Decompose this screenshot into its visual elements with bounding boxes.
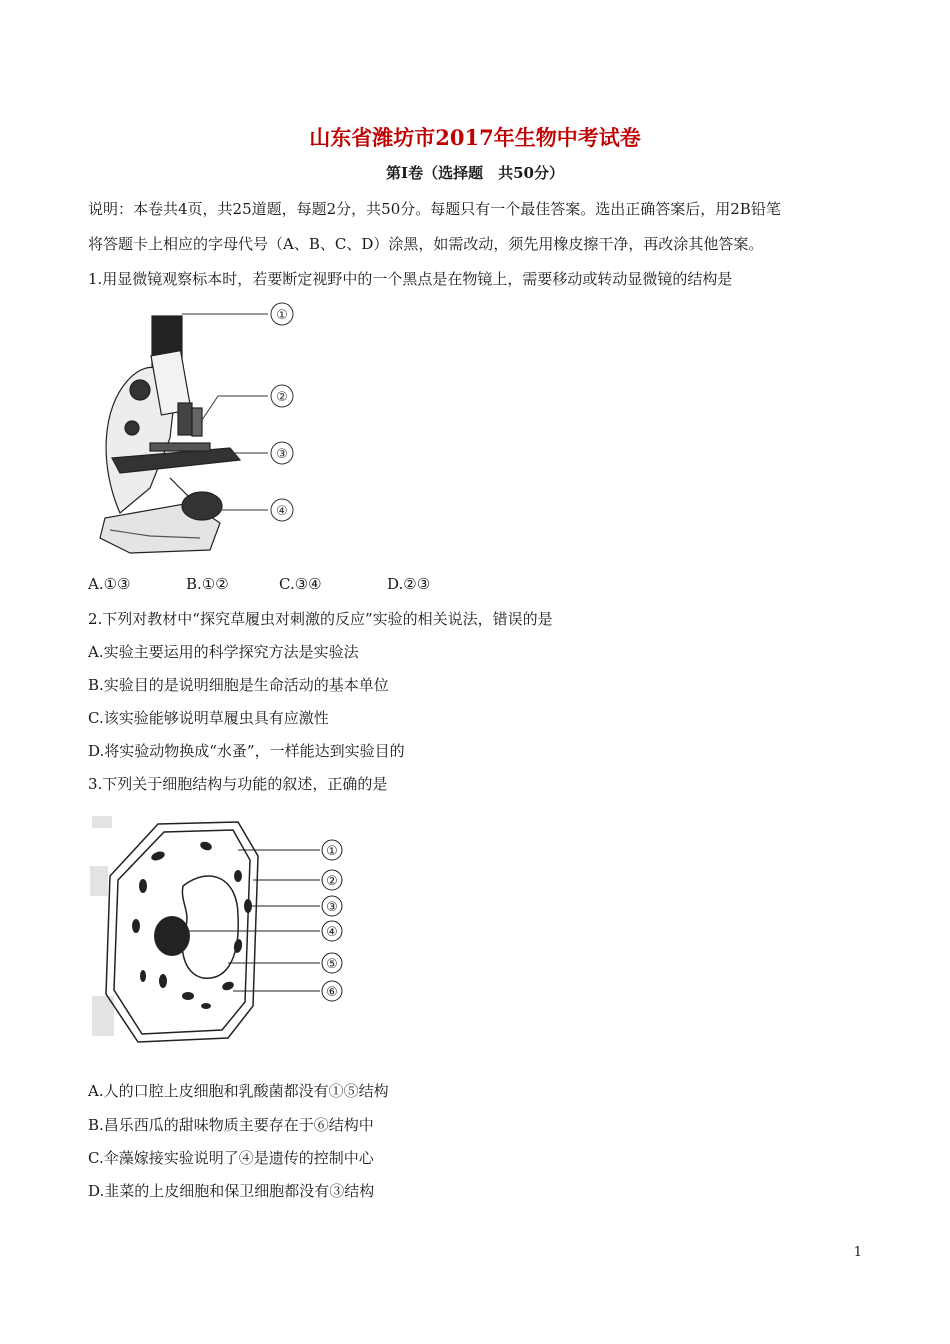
intro-line-1: 说明：本卷共4页，共25道题，每题2分，共50分。每题只有一个最佳答案。选出正确答案后，用2B铅笔	[88, 200, 781, 218]
q2-option-c: C.该实验能够说明草履虫具有应激性	[88, 709, 329, 727]
plant-cell-figure	[88, 806, 350, 1048]
microscope-label-2: ②	[276, 390, 288, 405]
q3-option-a: A.人的口腔上皮细胞和乳酸菌都没有①⑤结构	[88, 1082, 389, 1100]
q3-option-d: D.韭菜的上皮细胞和保卫细胞都没有③结构	[88, 1182, 375, 1200]
microscope-label-4: ④	[276, 504, 288, 519]
q1-option-b: B.①②	[186, 575, 229, 593]
q3-stem: 3.下列关于细胞结构与功能的叙述，正确的是	[88, 775, 388, 793]
cell-label-2: ②	[326, 874, 338, 889]
q2-option-a: A.实验主要运用的科学探究方法是实验法	[88, 643, 359, 661]
section-heading: 第Ⅰ卷（选择题 共50分）	[386, 164, 564, 182]
q1-stem: 1.用显微镜观察标本时，若要断定视野中的一个黑点是在物镜上，需要移动或转动显微镜的结构是	[88, 270, 733, 288]
q2-stem: 2.下列对教材中“探究草履虫对刺激的反应”实验的相关说法，错误的是	[88, 610, 553, 628]
cell-label-1: ①	[326, 844, 338, 859]
microscope-label-1: ①	[276, 308, 288, 323]
page-number: 1	[853, 1245, 862, 1260]
intro-line-2: 将答题卡上相应的字母代号（A、B、C、D）涂黑，如需改动，须先用橡皮擦干净，再改涂其他答案。	[88, 235, 764, 253]
q1-option-d: D.②③	[387, 575, 431, 593]
q2-option-d: D.将实验动物换成“水蚤”，一样能达到实验目的	[88, 742, 405, 760]
q2-option-b: B.实验目的是说明细胞是生命活动的基本单位	[88, 676, 389, 694]
q3-option-b: B.昌乐西瓜的甜味物质主要存在于⑥结构中	[88, 1116, 374, 1134]
q1-option-a: A.①③	[88, 575, 131, 593]
page-title: 山东省潍坊市2017年生物中考试卷	[309, 125, 641, 150]
microscope-label-3: ③	[276, 447, 288, 462]
microscope-figure	[90, 298, 310, 560]
cell-label-4: ④	[326, 925, 338, 940]
q3-option-c: C.伞藻嫁接实验说明了④是遗传的控制中心	[88, 1149, 374, 1167]
cell-label-3: ③	[326, 900, 338, 915]
nucleus-shape	[154, 916, 190, 956]
cell-label-5: ⑤	[326, 957, 338, 972]
q1-option-c: C.③④	[279, 575, 322, 593]
cell-label-6: ⑥	[326, 985, 338, 1000]
